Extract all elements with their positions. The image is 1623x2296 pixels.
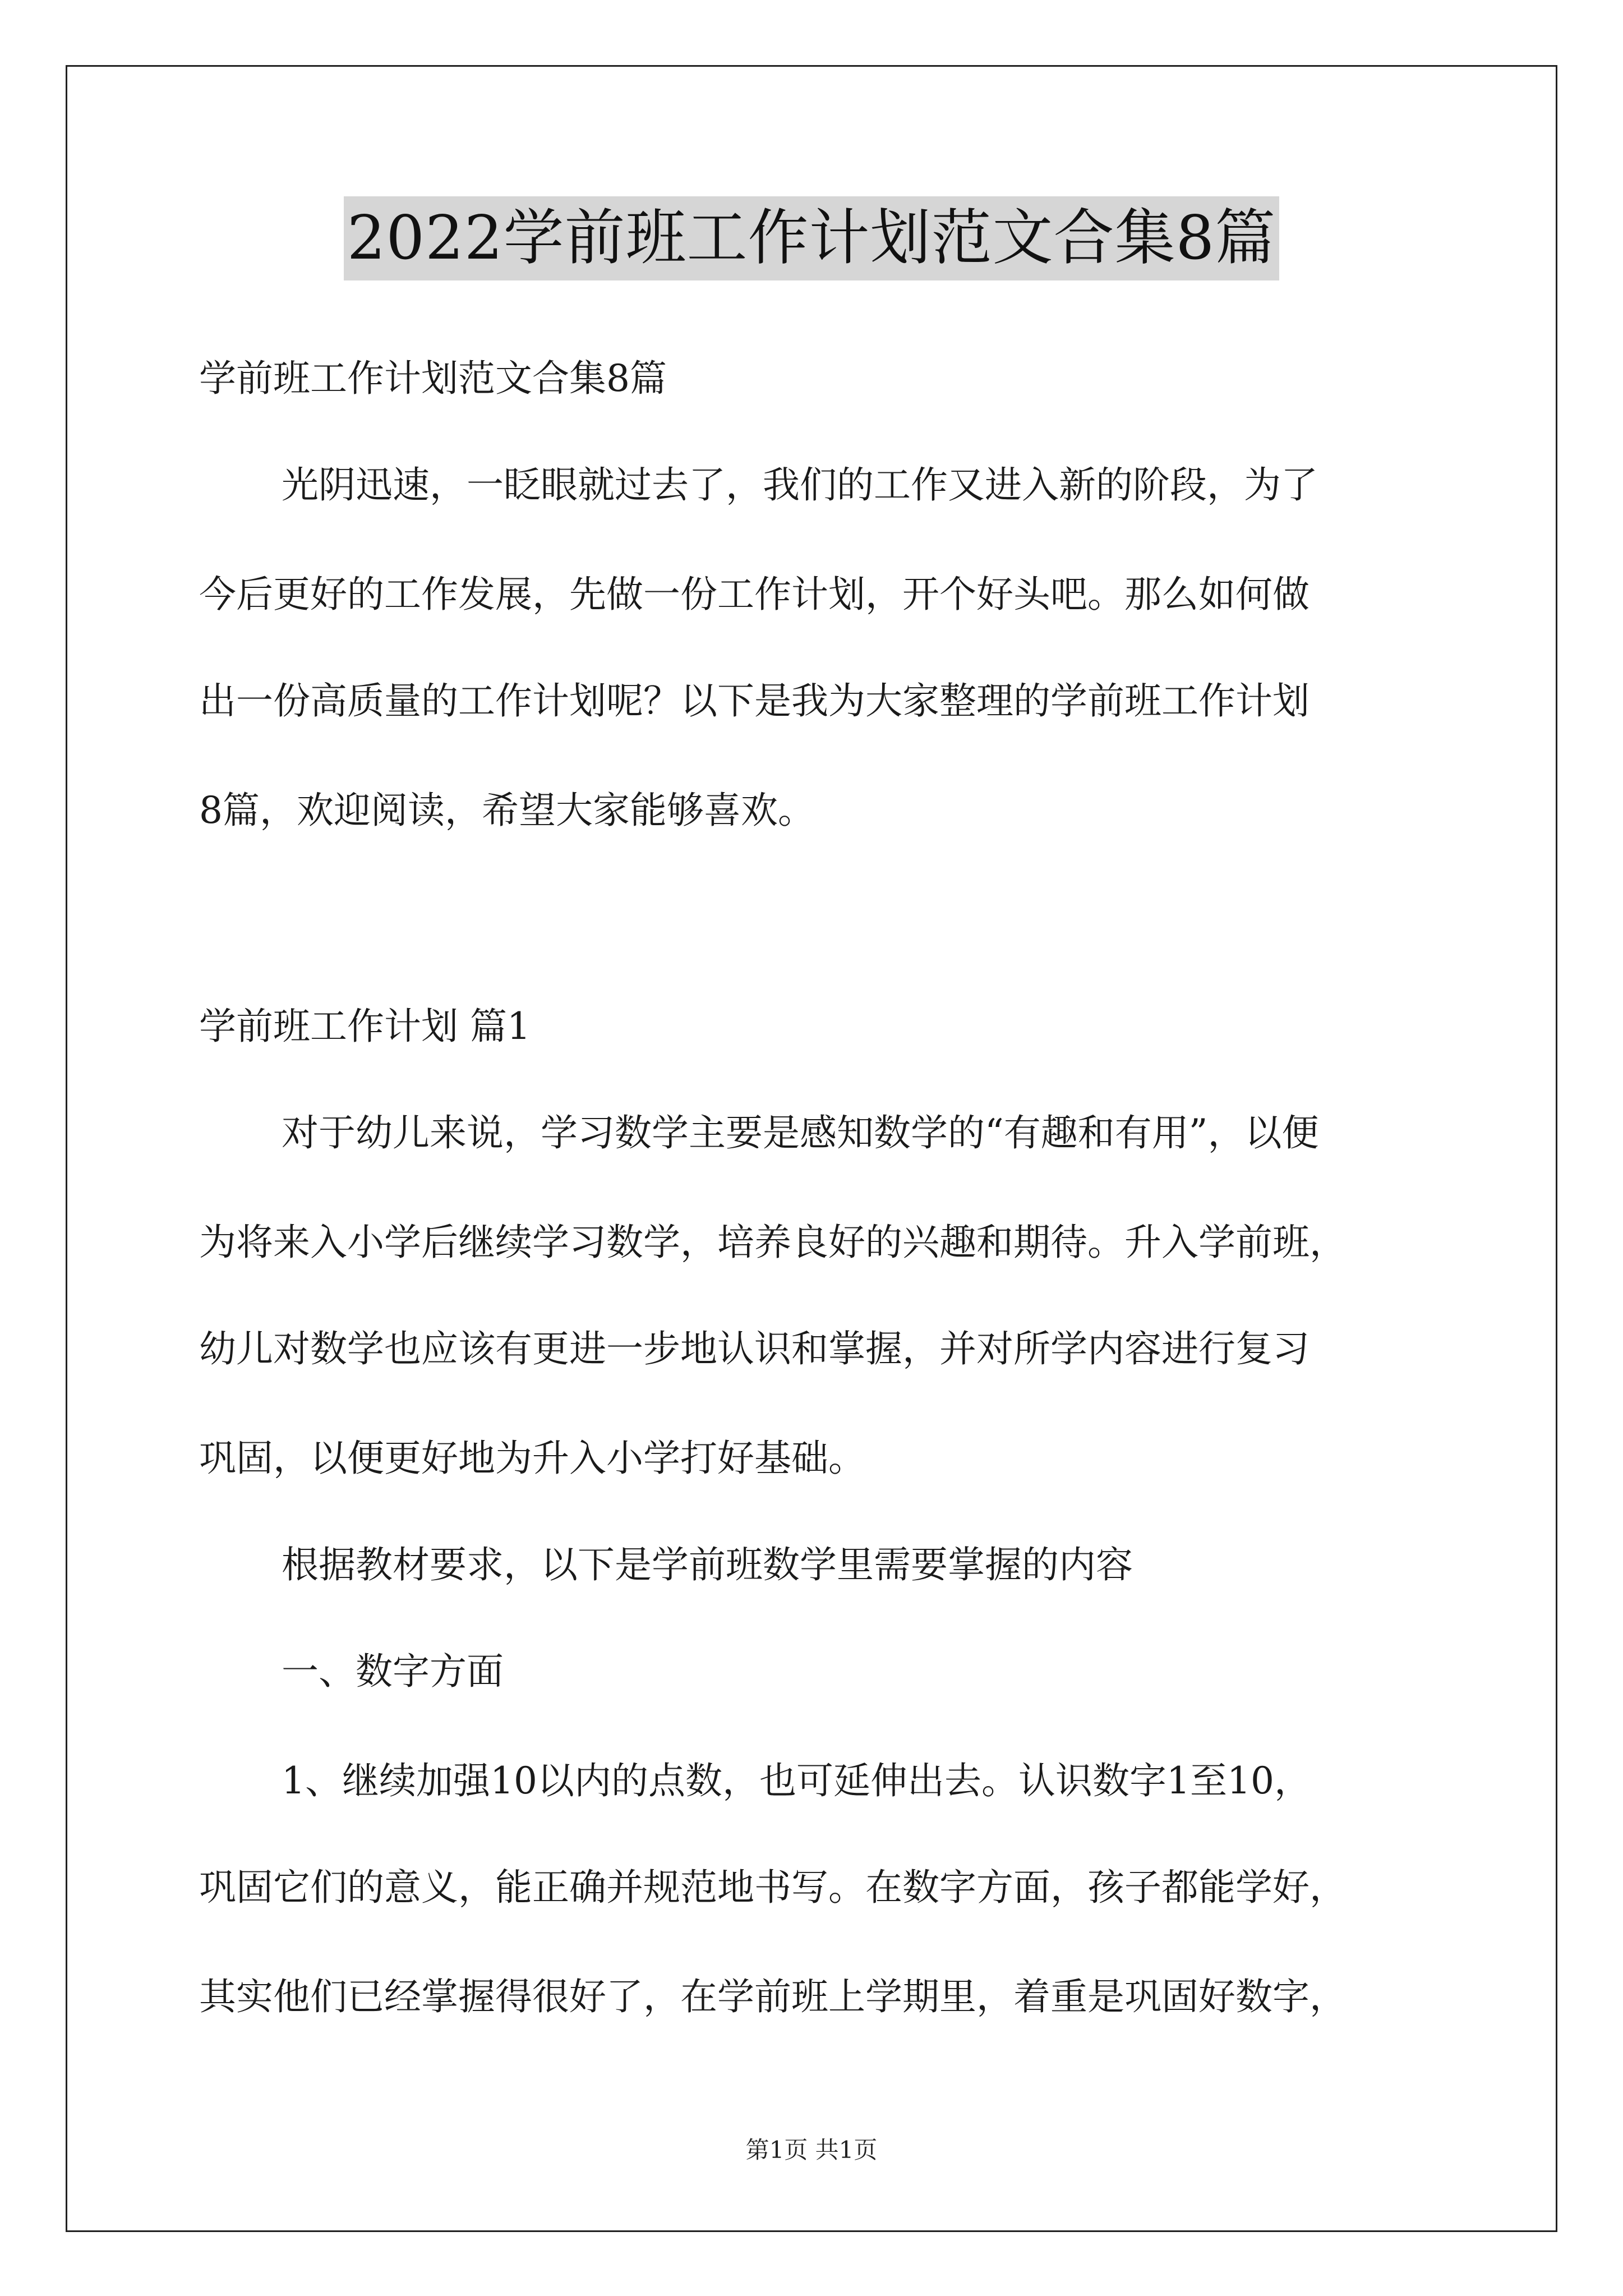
para2-line: 根据教材要求，以下是学前班数学里需要掌握的内容	[282, 1543, 1133, 1586]
title-container	[0, 196, 1623, 280]
intro-line-2: 今后更好的工作发展，先做一份工作计划，开个好头吧。那么如何做	[199, 573, 1310, 616]
sub-heading: 一、数字方面	[282, 1650, 504, 1693]
intro-line-4: 8篇，欢迎阅读，希望大家能够喜欢。	[199, 789, 815, 832]
para1-line-3: 幼儿对数学也应该有更进一步地认识和掌握，并对所学内容进行复习	[199, 1327, 1310, 1370]
intro-line-3: 出一份高质量的工作计划呢？以下是我为大家整理的学前班工作计划	[199, 679, 1310, 723]
para3-line-2: 巩固它们的意义，能正确并规范地书写。在数字方面，孩子都能学好，	[199, 1866, 1347, 1909]
para3-line-3: 其实他们已经掌握得很好了，在学前班上学期里，着重是巩固好数字，	[199, 1975, 1347, 2018]
intro-line-1: 光阴迅速，一眨眼就过去了，我们的工作又进入新的阶段，为了	[282, 463, 1318, 507]
document-title: 2022学前班工作计划范文合集8篇	[344, 196, 1280, 280]
para3-line-1: 1、继续加强10以内的点数，也可延伸出去。认识数字1至10，	[282, 1759, 1311, 1802]
para1-line-4: 巩固，以便更好地为升入小学打好基础。	[199, 1437, 865, 1480]
page-footer: 第1页 共1页	[745, 2136, 878, 2164]
document-subtitle: 学前班工作计划范文合集8篇	[199, 357, 667, 400]
para1-line-2: 为将来入小学后继续学习数学，培养良好的兴趣和期待。升入学前班，	[199, 1221, 1347, 1264]
section-heading: 学前班工作计划 篇1	[199, 1005, 531, 1048]
para1-line-1: 对于幼儿来说，学习数学主要是感知数学的“有趣和有用”，以便	[282, 1111, 1319, 1154]
